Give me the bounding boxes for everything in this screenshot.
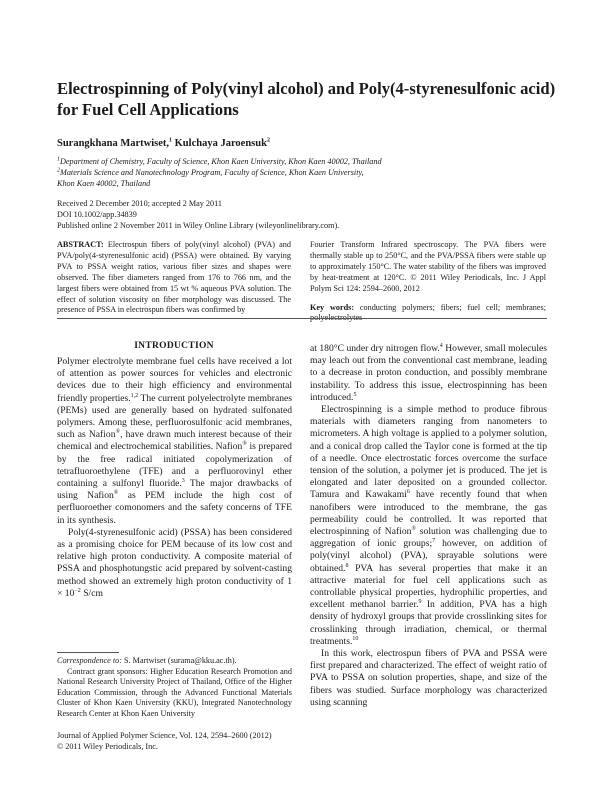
citation: 9 (418, 599, 422, 606)
affiliation-2-cont: Khon Kaen 40002, Thailand (57, 179, 151, 188)
affiliation-1 (57, 156, 557, 167)
abstract-label: ABSTRACT: (57, 240, 104, 249)
citation: 10 (352, 635, 359, 642)
abstract-paragraph (57, 240, 291, 316)
keywords (310, 303, 546, 325)
registered-mark: ® (113, 490, 119, 497)
citation: 4 (439, 342, 443, 349)
correspondence (57, 656, 292, 667)
abstract-right-column (310, 240, 546, 324)
citation: 8 (345, 562, 349, 569)
affil-text: Materials Science and Nanotechnology Program, Faculty of Science, Khon Kaen University, (60, 168, 364, 177)
body-paragraph-r3: In this work, electrospun fibers of PVA and PSSA were first prepared and characterized. The effect of weight ratio of PVA to PSSA on solution properties, shape, and size of the fibers was studied. Surface morphology was characterized using scanning (310, 648, 547, 708)
citation: 7 (432, 538, 436, 545)
journal-info (57, 731, 292, 752)
correspondence-email: S. Martwiset (surama@kku.ac.th). (121, 656, 237, 665)
body-paragraph-r1: at 180°C under dry nitrogen flow.$^4$ However, small molecules may leach out from the conventional cast membrane, leading to a decrease in proton conduction, and possibly membrane instability. To address this issue, electrospinning has been introduced.$^5$ (310, 342, 547, 403)
citation: 6 (406, 489, 410, 496)
registered-mark: ® (242, 441, 247, 448)
affiliations (57, 156, 557, 189)
abstract-divider (57, 318, 547, 319)
abstract-left-column (57, 240, 291, 316)
author-name: Surangkhana Martwiset, (57, 138, 170, 149)
intro-paragraph-2: Poly(4-styrenesulfonic acid) (PSSA) has been considered as a promising choice for PEM because of its low cost and relative high proton conductivity. A composite material of PSSA and phosphotungstic acid prepared by solvent-casting method showed an extremely high proton conductivity of $1 \times 10^{-2}$ S/cm (57, 526, 292, 599)
citation: 1,2 (130, 392, 139, 399)
footnote-divider (57, 652, 119, 653)
affiliation-2 (57, 167, 557, 178)
published-online: Published online 2 November 2011 in Wiley Online Library (wileyonlinelibrary.com). (57, 221, 340, 230)
affil-text: Department of Chemistry, Faculty of Science, Khon Kaen University, Khon Kaen 40002, Thailand (60, 157, 382, 166)
intro-right-column (310, 343, 547, 709)
intro-left-column (57, 356, 292, 600)
author-name: Kulchaya Jaroensuk (174, 138, 267, 149)
paper-title: Electrospinning of Poly(vinyl alcohol) and Poly(4-styrenesulfonic acid) for Fuel Cell Applications (57, 79, 556, 119)
affil-mark: 1 (57, 156, 60, 163)
author-affil-mark: 1 (169, 137, 173, 144)
received-info (57, 198, 557, 231)
registered-mark: ® (411, 525, 416, 532)
received-dates: Received 2 December 2010; accepted 2 May 2011 (57, 199, 222, 208)
exponent: −2 (74, 587, 81, 594)
author-affil-mark: 2 (266, 137, 270, 144)
abstract-text-cont: Fourier Transform Infrared spectroscopy. The PVA fibers were thermally stable up to 250°C, and the PVA/PSSA fibers were stable up to approximately 150°C. The water stability of the fibers was improved by heat-treatment at 120°C. © 2011 Wiley Periodicals, Inc. J Appl Polym Sci 124: 2594–2600, 2012 (310, 240, 546, 293)
keywords-label: Key words: (310, 302, 355, 312)
journal-citation: Journal of Applied Polymer Science, Vol. 124, 2594–2600 (2012) (57, 731, 272, 740)
citation: 3 (181, 477, 185, 484)
affil-mark: 2 (57, 167, 60, 174)
correspondence-label: Correspondence to: (57, 656, 122, 665)
citation: 5 (353, 391, 357, 398)
intro-paragraph-1: Polymer electrolyte membrane fuel cells have received a lot of attention as power sources for vehicles and electronic devices due to their high efficiency and environmental friendly properties.$^{1,2}$ The current polyelectrolyte membranes (PEMs) used are generally based on hydrated sulfonated polymers. Among these, perfluorosulfonic acid membranes, such as Nafion®, have drawn much interest because of their chemical and electrochemical stabilities. Nafion® is prepared by the free radical initiated copolymerization of tetrafluoroethylene (TFE) and a perfluorovinyl ether containing a sulfonyl fluoride.$^3$ The major drawbacks of using Nafion® as PEM include the high cost of perfluoroether comonomers and the safety concerns of TFE in its synthesis. (57, 356, 292, 526)
copyright: © 2011 Wiley Periodicals, Inc. (57, 741, 158, 751)
grant-sponsors: Contract grant sponsors: Higher Education Research Promotion and National Research University Project of Thailand, Office of the Higher Education Commission, through the Advanced Functional Materials Cluster of Khon Kaen University (KKU), Integrated Nanotechnology Research Center at Khon Kaen University (57, 666, 292, 718)
author-line (57, 138, 270, 149)
body-paragraph-r2: Electrospinning is a simple method to produce fibrous materials with diameters ranging from nanometers to micrometers. A high voltage is applied to a polymer solution, and a conical drop called the Taylor cone is formed at the tip of a needle. Once electrostatic forces overcome the surface tension of the solution, a polymer jet is produced. The jet is elongated and later deposited on a grounded collector. Tamura and Kawakami$^6$ have recently found that when nanofibers were introduced to the membrane, the gas permeability could be controlled. It was reported that electrospinning of Nafion® solution was challenging due to aggregation of ionic groups;$^7$ however, on addition of poly(vinyl alcohol) (PVA), sprayable solutions were obtained.$^8$ PVA has several properties that make it an attractive material for fuel cell applications such as controllable physical properties, hydrophilic properties, and excellent methanol barrier.$^9$ In addition, PVA has a high density of hydroxyl groups that provide crosslinking sites for crosslinking through irradiation, chemical, or thermal treatments.$^{10}$ (310, 404, 548, 647)
abstract-text: Electrospun fibers of poly(vinyl alcohol) (PVA) and PVA/poly(4-styrenesulfonic acid) (PSSA) were obtained. By varying PVA to PSSA weight ratios, various fiber sizes and shapes were observed. The fiber diameters ranged from 176 to 766 nm, and the largest fibers were obtained from 15 wt % aqueous PVA solution. The effect of solution viscosity on fiber morphology was discussed. The presence of PSSA in electrospun fibers was confirmed by (57, 240, 291, 315)
registered-mark: ® (115, 429, 121, 436)
section-heading: INTRODUCTION (134, 341, 214, 351)
keywords-list: conducting polymers; fibers; fuel cell; membranes; polyelectrolytes (310, 302, 546, 323)
doi: DOI 10.1002/app.34839 (57, 210, 137, 219)
footnotes (57, 656, 292, 720)
